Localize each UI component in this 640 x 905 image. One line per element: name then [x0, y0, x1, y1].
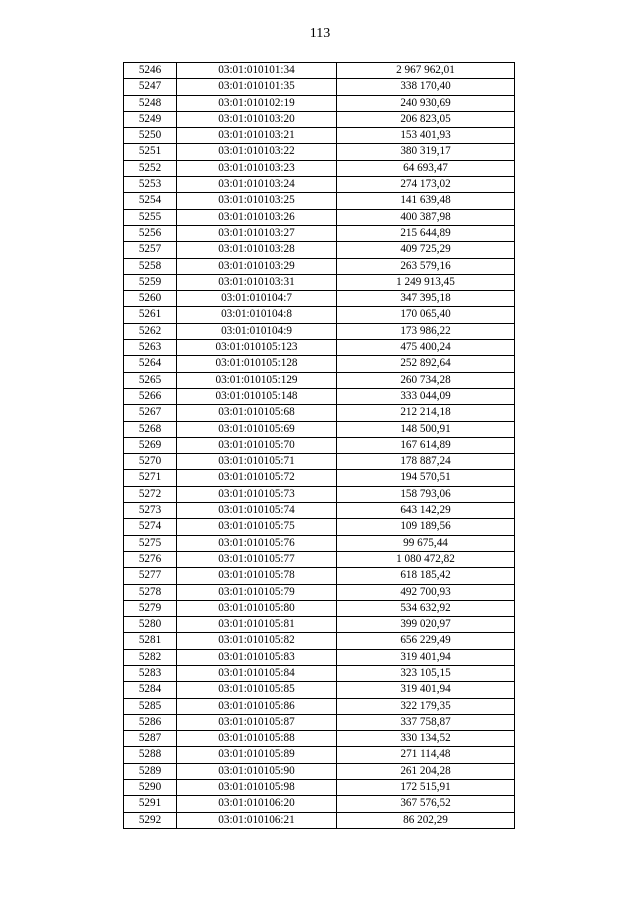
row-number-cell: 5291 — [124, 796, 177, 812]
cadastral-number-cell: 03:01:010106:21 — [177, 812, 337, 828]
cadastral-number-cell: 03:01:010105:69 — [177, 421, 337, 437]
row-number-cell: 5261 — [124, 307, 177, 323]
row-number-cell: 5246 — [124, 63, 177, 79]
cadastral-value-cell: 330 134,52 — [337, 731, 515, 747]
cadastral-value-cell: 380 319,17 — [337, 144, 515, 160]
table-row — [124, 665, 515, 681]
cadastral-number-cell: 03:01:010105:148 — [177, 388, 337, 404]
row-number-cell: 5267 — [124, 405, 177, 421]
row-number-cell: 5281 — [124, 633, 177, 649]
cadastral-value-cell: 109 189,56 — [337, 519, 515, 535]
cadastral-number-cell: 03:01:010103:25 — [177, 193, 337, 209]
row-number-cell: 5288 — [124, 747, 177, 763]
cadastral-value-cell: 153 401,93 — [337, 128, 515, 144]
cadastral-value-cell: 319 401,94 — [337, 682, 515, 698]
cadastral-number-cell: 03:01:010105:84 — [177, 665, 337, 681]
cadastral-number-cell: 03:01:010101:34 — [177, 63, 337, 79]
cadastral-value-cell: 643 142,29 — [337, 503, 515, 519]
cadastral-value-cell: 86 202,29 — [337, 812, 515, 828]
cadastral-value-cell: 271 114,48 — [337, 747, 515, 763]
table-row — [124, 274, 515, 290]
cadastral-number-cell: 03:01:010103:29 — [177, 258, 337, 274]
table-row — [124, 600, 515, 616]
row-number-cell: 5272 — [124, 486, 177, 502]
cadastral-number-cell: 03:01:010105:81 — [177, 617, 337, 633]
cadastral-number-cell: 03:01:010105:88 — [177, 731, 337, 747]
cadastral-value-cell: 1 080 472,82 — [337, 551, 515, 567]
cadastral-number-cell: 03:01:010103:23 — [177, 160, 337, 176]
table-row — [124, 242, 515, 258]
row-number-cell: 5278 — [124, 584, 177, 600]
table-row — [124, 144, 515, 160]
row-number-cell: 5268 — [124, 421, 177, 437]
row-number-cell: 5252 — [124, 160, 177, 176]
cadastral-number-cell: 03:01:010105:72 — [177, 470, 337, 486]
cadastral-number-cell: 03:01:010103:20 — [177, 111, 337, 127]
table-row — [124, 470, 515, 486]
cadastral-number-cell: 03:01:010103:24 — [177, 177, 337, 193]
cadastral-number-cell: 03:01:010105:89 — [177, 747, 337, 763]
cadastral-value-cell: 158 793,06 — [337, 486, 515, 502]
cadastral-value-cell: 64 693,47 — [337, 160, 515, 176]
row-number-cell: 5265 — [124, 372, 177, 388]
cadastral-value-table — [123, 62, 515, 829]
row-number-cell: 5258 — [124, 258, 177, 274]
cadastral-number-cell: 03:01:010105:129 — [177, 372, 337, 388]
cadastral-value-cell: 399 020,97 — [337, 617, 515, 633]
row-number-cell: 5262 — [124, 323, 177, 339]
row-number-cell: 5250 — [124, 128, 177, 144]
row-number-cell: 5269 — [124, 437, 177, 453]
table-row — [124, 388, 515, 404]
cadastral-number-cell: 03:01:010105:74 — [177, 503, 337, 519]
table-row — [124, 503, 515, 519]
table-row — [124, 79, 515, 95]
table-row — [124, 731, 515, 747]
cadastral-number-cell: 03:01:010103:28 — [177, 242, 337, 258]
cadastral-value-cell: 167 614,89 — [337, 437, 515, 453]
row-number-cell: 5282 — [124, 649, 177, 665]
cadastral-value-cell: 323 105,15 — [337, 665, 515, 681]
cadastral-value-cell: 141 639,48 — [337, 193, 515, 209]
cadastral-value-cell: 99 675,44 — [337, 535, 515, 551]
row-number-cell: 5279 — [124, 600, 177, 616]
cadastral-value-cell: 338 170,40 — [337, 79, 515, 95]
table-row — [124, 763, 515, 779]
cadastral-number-cell: 03:01:010103:31 — [177, 274, 337, 290]
table-body — [124, 63, 515, 829]
row-number-cell: 5256 — [124, 225, 177, 241]
row-number-cell: 5277 — [124, 568, 177, 584]
row-number-cell: 5251 — [124, 144, 177, 160]
table-row — [124, 307, 515, 323]
cadastral-number-cell: 03:01:010105:90 — [177, 763, 337, 779]
row-number-cell: 5283 — [124, 665, 177, 681]
table-row — [124, 649, 515, 665]
cadastral-value-cell: 252 892,64 — [337, 356, 515, 372]
cadastral-number-cell: 03:01:010105:77 — [177, 551, 337, 567]
cadastral-number-cell: 03:01:010105:83 — [177, 649, 337, 665]
cadastral-number-cell: 03:01:010105:82 — [177, 633, 337, 649]
table-row — [124, 747, 515, 763]
table-row — [124, 551, 515, 567]
table-row — [124, 584, 515, 600]
cadastral-value-cell: 656 229,49 — [337, 633, 515, 649]
cadastral-number-cell: 03:01:010105:79 — [177, 584, 337, 600]
row-number-cell: 5266 — [124, 388, 177, 404]
row-number-cell: 5249 — [124, 111, 177, 127]
table-row — [124, 568, 515, 584]
cadastral-number-cell: 03:01:010105:70 — [177, 437, 337, 453]
table-row — [124, 356, 515, 372]
table-row — [124, 95, 515, 111]
row-number-cell: 5259 — [124, 274, 177, 290]
table-row — [124, 340, 515, 356]
cadastral-value-cell: 1 249 913,45 — [337, 274, 515, 290]
row-number-cell: 5289 — [124, 763, 177, 779]
row-number-cell: 5290 — [124, 780, 177, 796]
cadastral-value-cell: 618 185,42 — [337, 568, 515, 584]
table-row — [124, 209, 515, 225]
cadastral-number-cell: 03:01:010103:26 — [177, 209, 337, 225]
table-row — [124, 291, 515, 307]
cadastral-value-cell: 260 734,28 — [337, 372, 515, 388]
table-row — [124, 258, 515, 274]
cadastral-number-cell: 03:01:010102:19 — [177, 95, 337, 111]
row-number-cell: 5248 — [124, 95, 177, 111]
cadastral-number-cell: 03:01:010105:78 — [177, 568, 337, 584]
cadastral-value-cell: 170 065,40 — [337, 307, 515, 323]
cadastral-number-cell: 03:01:010104:8 — [177, 307, 337, 323]
cadastral-number-cell: 03:01:010105:76 — [177, 535, 337, 551]
row-number-cell: 5292 — [124, 812, 177, 828]
cadastral-value-cell: 367 576,52 — [337, 796, 515, 812]
table-row — [124, 111, 515, 127]
cadastral-value-cell: 322 179,35 — [337, 698, 515, 714]
row-number-cell: 5287 — [124, 731, 177, 747]
row-number-cell: 5254 — [124, 193, 177, 209]
cadastral-value-cell: 400 387,98 — [337, 209, 515, 225]
table-row — [124, 177, 515, 193]
cadastral-number-cell: 03:01:010105:75 — [177, 519, 337, 535]
row-number-cell: 5257 — [124, 242, 177, 258]
cadastral-number-cell: 03:01:010105:87 — [177, 714, 337, 730]
table-row — [124, 454, 515, 470]
cadastral-value-cell: 194 570,51 — [337, 470, 515, 486]
cadastral-number-cell: 03:01:010105:80 — [177, 600, 337, 616]
row-number-cell: 5260 — [124, 291, 177, 307]
cadastral-value-cell: 172 515,91 — [337, 780, 515, 796]
cadastral-number-cell: 03:01:010105:123 — [177, 340, 337, 356]
cadastral-value-cell: 240 930,69 — [337, 95, 515, 111]
cadastral-value-cell: 347 395,18 — [337, 291, 515, 307]
cadastral-value-cell: 212 214,18 — [337, 405, 515, 421]
cadastral-number-cell: 03:01:010105:73 — [177, 486, 337, 502]
row-number-cell: 5286 — [124, 714, 177, 730]
table-row — [124, 780, 515, 796]
row-number-cell: 5264 — [124, 356, 177, 372]
table-row — [124, 617, 515, 633]
table-row — [124, 405, 515, 421]
table-row — [124, 698, 515, 714]
cadastral-number-cell: 03:01:010105:98 — [177, 780, 337, 796]
cadastral-value-cell: 333 044,09 — [337, 388, 515, 404]
cadastral-value-cell: 178 887,24 — [337, 454, 515, 470]
table-row — [124, 437, 515, 453]
row-number-cell: 5270 — [124, 454, 177, 470]
row-number-cell: 5280 — [124, 617, 177, 633]
cadastral-number-cell: 03:01:010104:7 — [177, 291, 337, 307]
table-row — [124, 160, 515, 176]
cadastral-value-cell: 2 967 962,01 — [337, 63, 515, 79]
table-row — [124, 714, 515, 730]
cadastral-value-cell: 274 173,02 — [337, 177, 515, 193]
cadastral-value-cell: 263 579,16 — [337, 258, 515, 274]
table-row — [124, 193, 515, 209]
cadastral-number-cell: 03:01:010103:27 — [177, 225, 337, 241]
cadastral-number-cell: 03:01:010105:85 — [177, 682, 337, 698]
row-number-cell: 5255 — [124, 209, 177, 225]
cadastral-number-cell: 03:01:010103:21 — [177, 128, 337, 144]
cadastral-value-cell: 148 500,91 — [337, 421, 515, 437]
row-number-cell: 5276 — [124, 551, 177, 567]
row-number-cell: 5284 — [124, 682, 177, 698]
cadastral-number-cell: 03:01:010101:35 — [177, 79, 337, 95]
cadastral-value-cell: 337 758,87 — [337, 714, 515, 730]
cadastral-value-cell: 409 725,29 — [337, 242, 515, 258]
cadastral-number-cell: 03:01:010103:22 — [177, 144, 337, 160]
row-number-cell: 5247 — [124, 79, 177, 95]
table-row — [124, 421, 515, 437]
cadastral-number-cell: 03:01:010105:128 — [177, 356, 337, 372]
row-number-cell: 5253 — [124, 177, 177, 193]
table-row — [124, 796, 515, 812]
cadastral-number-cell: 03:01:010106:20 — [177, 796, 337, 812]
table-row — [124, 682, 515, 698]
table-row — [124, 633, 515, 649]
cadastral-value-cell: 319 401,94 — [337, 649, 515, 665]
table-row — [124, 519, 515, 535]
cadastral-value-cell: 475 400,24 — [337, 340, 515, 356]
cadastral-value-cell: 206 823,05 — [337, 111, 515, 127]
table-row — [124, 372, 515, 388]
row-number-cell: 5275 — [124, 535, 177, 551]
cadastral-value-cell: 215 644,89 — [337, 225, 515, 241]
cadastral-value-cell: 534 632,92 — [337, 600, 515, 616]
table-row — [124, 63, 515, 79]
table-row — [124, 486, 515, 502]
cadastral-number-cell: 03:01:010105:86 — [177, 698, 337, 714]
table-row — [124, 323, 515, 339]
table-row — [124, 128, 515, 144]
row-number-cell: 5285 — [124, 698, 177, 714]
table-row — [124, 535, 515, 551]
cadastral-number-cell: 03:01:010105:68 — [177, 405, 337, 421]
cadastral-value-cell: 173 986,22 — [337, 323, 515, 339]
cadastral-value-cell: 492 700,93 — [337, 584, 515, 600]
row-number-cell: 5273 — [124, 503, 177, 519]
cadastral-number-cell: 03:01:010105:71 — [177, 454, 337, 470]
row-number-cell: 5274 — [124, 519, 177, 535]
row-number-cell: 5271 — [124, 470, 177, 486]
table-row — [124, 812, 515, 828]
row-number-cell: 5263 — [124, 340, 177, 356]
cadastral-number-cell: 03:01:010104:9 — [177, 323, 337, 339]
table-row — [124, 225, 515, 241]
page-number: 113 — [309, 26, 331, 41]
cadastral-value-cell: 261 204,28 — [337, 763, 515, 779]
